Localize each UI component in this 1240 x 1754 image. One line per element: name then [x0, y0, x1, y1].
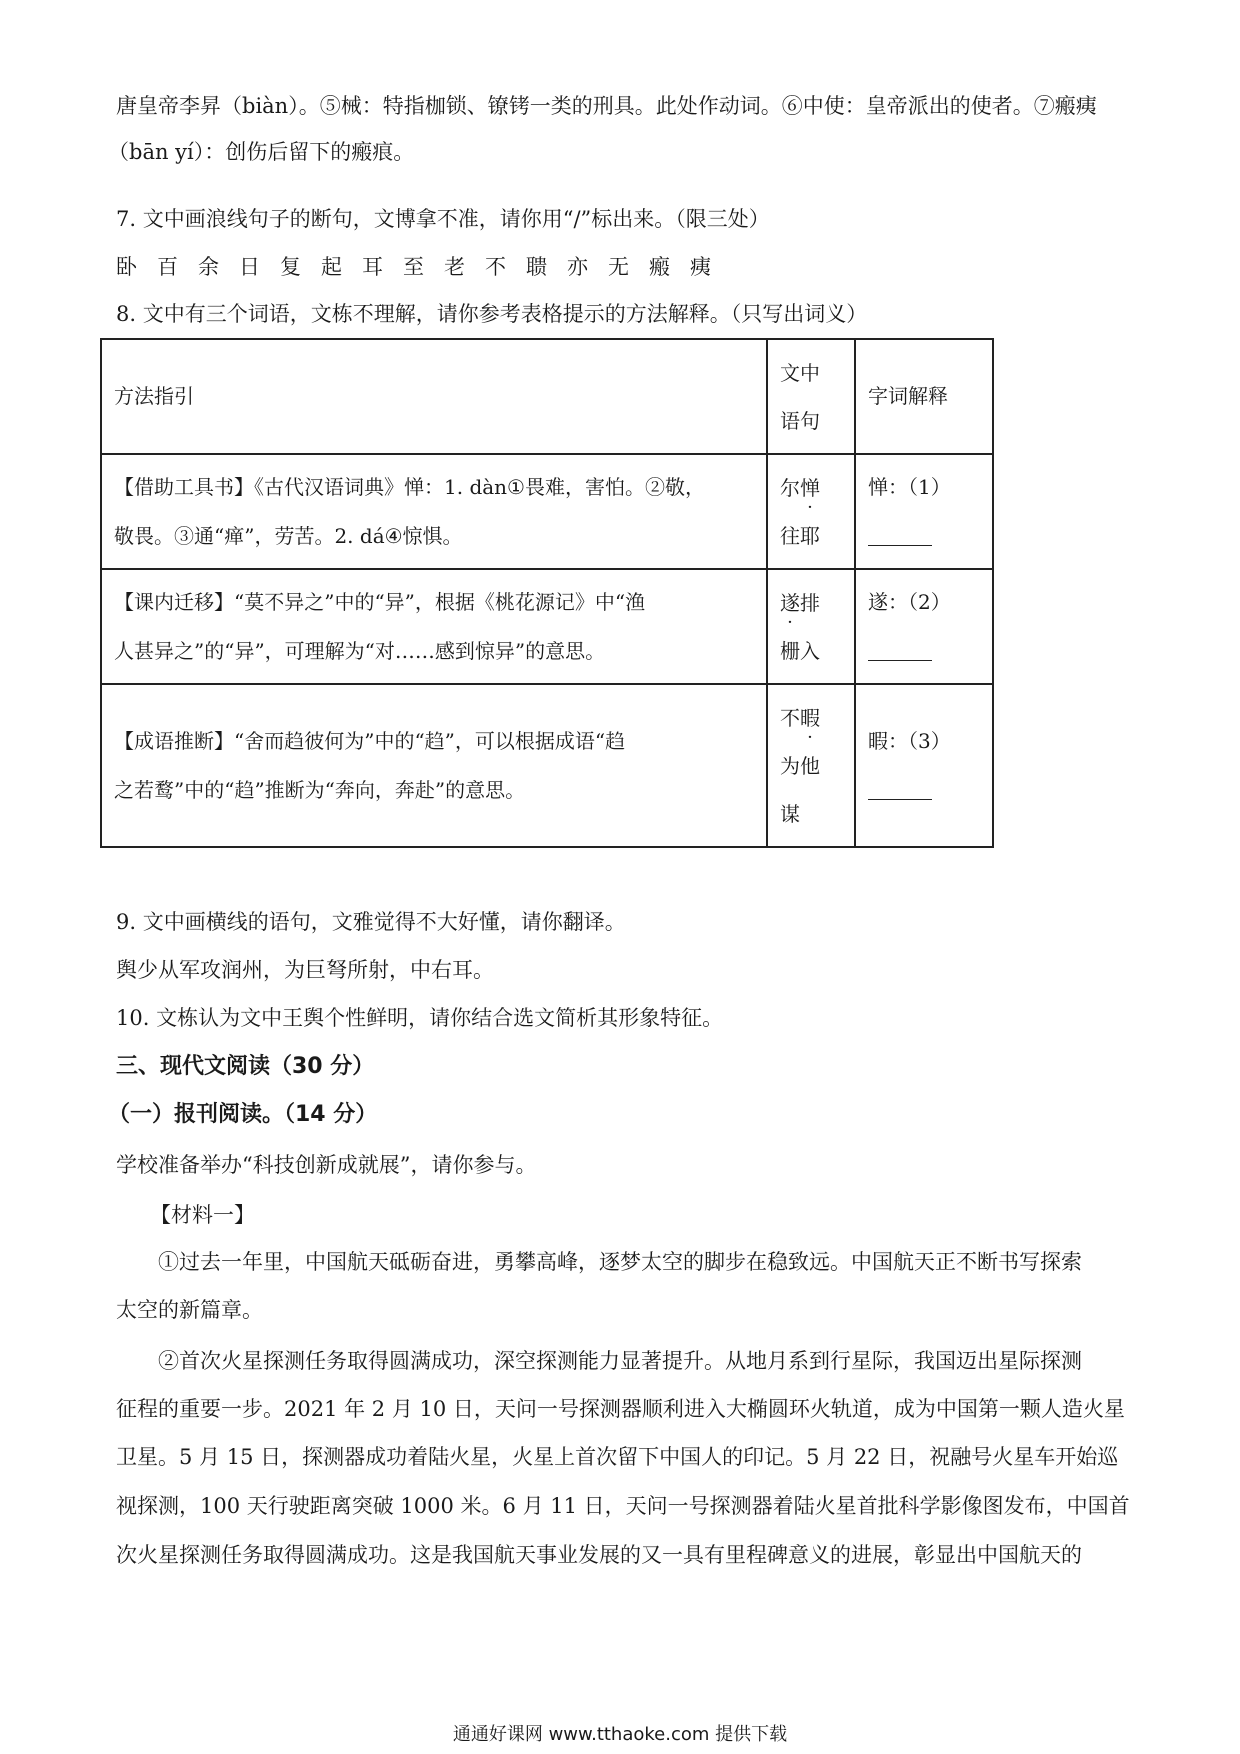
question-8: 8. 文中有三个词语，文栋不理解，请你参考表格提示的方法解释。（只写出词义） [116, 302, 868, 326]
header-explain: 字词解释 [855, 339, 993, 454]
question-7-sentence: 卧百余日复起耳至老不聩亦无瘢痍 [116, 255, 731, 279]
explain-cell: 惮：（1） [855, 454, 993, 569]
paragraph-2-line: 次火星探测任务取得圆满成功。这是我国航天事业发展的又一具有里程碑意义的进展，彰显出中国航天的 [116, 1543, 1082, 1567]
table-row [101, 454, 993, 569]
sentence-cell: 遂排 栅入 [767, 569, 855, 684]
intro-text: 学校准备举办“科技创新成就展”，请你参与。 [116, 1153, 537, 1177]
method-cell: 【借助工具书】《古代汉语词典》惮：1. dàn①畏难，害怕。②敬， 敬畏。③通“瘅”，劳苦。2. dá④惊惧。 [101, 454, 767, 569]
question-10: 10. 文栋认为文中王舆个性鲜明，请你结合选文简析其形象特征。 [116, 1006, 724, 1030]
paragraph-1-line: ①过去一年里，中国航天砥砺奋进，勇攀高峰，逐梦太空的脚步在稳致远。中国航天正不断书写探索 [158, 1250, 1082, 1274]
method-table [100, 338, 994, 848]
method-cell: 【成语推断】“舍而趋彼何为”中的“趋”，可以根据成语“趋 之若鹜”中的“趋”推断为“奔向，奔赴”的意思。 [101, 684, 767, 847]
page-footer: 通通好课网 www.tthaoke.com 提供下载 [452, 1724, 788, 1745]
explain-cell: 遂：（2） [855, 569, 993, 684]
method-cell: 【课内迁移】“莫不异之”中的“异”，根据《桃花源记》中“渔 人甚异之”的“异”，可理解为“对……感到惊异”的意思。 [101, 569, 767, 684]
sentence-cell: 不暇 为他 谋 [767, 684, 855, 847]
footnote-line-1: 唐皇帝李昇（biàn）。⑤械：特指枷锁、镣铐一类的刑具。此处作动词。⑥中使：皇帝派出的使者。⑦瘢痍 [116, 94, 1097, 118]
paragraph-2-line: 卫星。5 月 15 日，探测器成功着陆火星，火星上首次留下中国人的印记。5 月 22 日，祝融号火星车开始巡 [116, 1445, 1119, 1469]
emphasis-word: 遂 [780, 590, 800, 615]
table-row [101, 569, 993, 684]
header-sentence: 文中 语句 [767, 339, 855, 454]
header-method: 方法指引 [101, 339, 767, 454]
footnote-line-2: （bān yí）：创伤后留下的瘢痕。 [108, 140, 415, 164]
section-3-heading: 三、现代文阅读（30 分） [116, 1054, 375, 1079]
question-9: 9. 文中画横线的语句，文雅觉得不大好懂，请你翻译。 [116, 910, 626, 934]
paragraph-1-line: 太空的新篇章。 [116, 1298, 263, 1322]
subsection-1-heading: （一）报刊阅读。（14 分） [108, 1102, 378, 1127]
question-9-sentence: 舆少从军攻润州，为巨弩所射，中右耳。 [116, 958, 494, 982]
sentence-cell: 尔惮 往耶 [767, 454, 855, 569]
answer-blank[interactable] [868, 529, 932, 546]
material-1-label: 【材料一】 [150, 1203, 255, 1227]
paragraph-2-line: 视探测，100 天行驶距离突破 1000 米。6 月 11 日，天问一号探测器着陆火星首批科学影像图发布，中国首 [116, 1494, 1130, 1518]
emphasis-word: 惮 [800, 475, 820, 500]
table-row [101, 684, 993, 847]
paragraph-2-line: ②首次火星探测任务取得圆满成功，深空探测能力显著提升。从地月系到行星际，我国迈出星际探测 [158, 1349, 1082, 1373]
answer-blank[interactable] [868, 783, 932, 800]
explain-cell: 暇：（3） [855, 684, 993, 847]
paragraph-2-line: 征程的重要一步。2021 年 2 月 10 日，天问一号探测器顺利进入大椭圆环火轨道，成为中国第一颗人造火星 [116, 1397, 1125, 1421]
answer-blank[interactable] [868, 644, 932, 661]
question-7: 7. 文中画浪线句子的断句，文博拿不准，请你用“/”标出来。（限三处） [116, 207, 770, 231]
emphasis-word: 暇 [800, 705, 820, 730]
table-header-row [101, 339, 993, 454]
